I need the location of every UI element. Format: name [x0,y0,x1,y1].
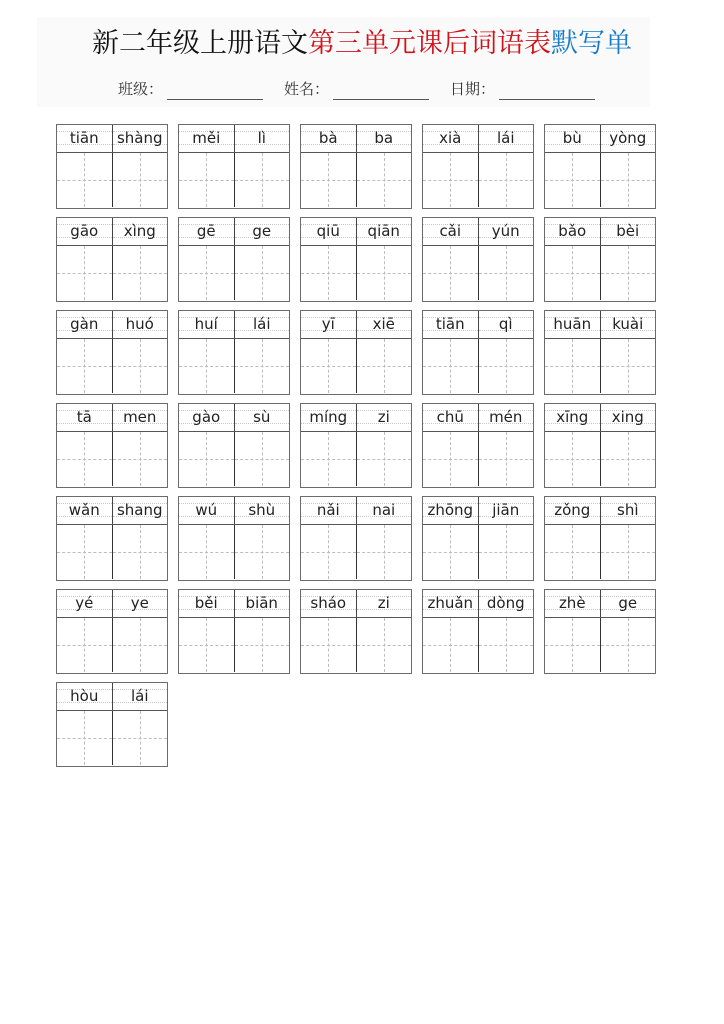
word-card [422,124,534,209]
character-writing-row [57,711,167,765]
tianzige-writing-cell[interactable] [423,432,478,486]
character-writing-row [423,432,533,486]
pinyin-cell [356,218,412,245]
character-writing-row [179,246,289,300]
pinyin-text: qiū [316,222,340,240]
pinyin-row [423,497,533,525]
pinyin-row [179,218,289,246]
pinyin-cell [234,311,290,338]
pinyin-text: chū [436,408,464,426]
word-card [56,310,168,395]
pinyin-text: sháo [310,594,347,612]
pinyin-text: huān [553,315,592,333]
pinyin-text: lái [130,687,149,705]
character-writing-row [179,153,289,207]
title-unit: 第三单元课后词语表 [308,28,551,59]
character-writing-row [423,525,533,579]
pinyin-cell [478,125,534,152]
tianzige-writing-cell[interactable] [356,339,412,393]
tianzige-writing-cell[interactable] [179,153,234,207]
tianzige-writing-cell[interactable] [112,432,168,486]
word-card [56,682,168,767]
word-card [544,217,656,302]
character-writing-row [423,153,533,207]
pinyin-text: zi [377,594,390,612]
pinyin-row [179,404,289,432]
pinyin-row [57,125,167,153]
character-writing-row [301,618,411,672]
character-writing-row [545,153,655,207]
tianzige-writing-cell[interactable] [301,432,356,486]
tianzige-writing-cell[interactable] [57,432,112,486]
word-card [178,310,290,395]
pinyin-row [57,590,167,618]
tianzige-writing-cell[interactable] [112,153,168,207]
pinyin-text: sù [253,408,271,426]
word-card [422,496,534,581]
tianzige-writing-cell[interactable] [112,618,168,672]
pinyin-cell [179,497,234,524]
pinyin-cell [112,497,168,524]
tianzige-writing-cell[interactable] [478,246,534,300]
pinyin-row [545,311,655,339]
pinyin-text: gàn [70,315,99,333]
character-writing-row [57,246,167,300]
tianzige-writing-cell[interactable] [545,246,600,300]
pinyin-cell [356,404,412,431]
pinyin-cell [478,404,534,431]
pinyin-text: měi [192,129,221,147]
tianzige-writing-cell[interactable] [57,153,112,207]
pinyin-cell [234,218,290,245]
pinyin-text: zhè [558,594,586,612]
tianzige-writing-cell[interactable] [356,432,412,486]
tianzige-writing-cell[interactable] [57,711,112,765]
tianzige-writing-cell[interactable] [179,432,234,486]
pinyin-text: tiān [69,129,99,147]
character-writing-row [301,339,411,393]
pinyin-text: bù [562,129,582,147]
pinyin-row [423,218,533,246]
pinyin-row [423,311,533,339]
character-writing-row [301,153,411,207]
character-writing-row [423,339,533,393]
tianzige-writing-cell[interactable] [600,525,656,579]
tianzige-writing-cell[interactable] [545,339,600,393]
pinyin-text: lái [496,129,515,147]
tianzige-writing-cell[interactable] [301,153,356,207]
name-field[interactable] [284,78,429,100]
pinyin-row [545,497,655,525]
pinyin-cell [423,218,478,245]
title-dictation: 默写单 [551,28,632,59]
tianzige-writing-cell[interactable] [356,618,412,672]
pinyin-cell [423,404,478,431]
pinyin-row [545,404,655,432]
pinyin-text: zhōng [427,501,474,519]
character-writing-row [545,246,655,300]
pinyin-cell [478,590,534,617]
pinyin-cell [57,590,112,617]
pinyin-text: cǎi [439,222,462,240]
pinyin-row [179,590,289,618]
word-card [178,124,290,209]
pinyin-cell [112,590,168,617]
tianzige-writing-cell[interactable] [234,153,290,207]
pinyin-row [179,125,289,153]
pinyin-cell [234,497,290,524]
pinyin-text: shang [116,501,163,519]
pinyin-text: yòng [609,129,647,147]
word-card [56,496,168,581]
pinyin-row [545,218,655,246]
pinyin-row [179,311,289,339]
pinyin-text: huó [125,315,154,333]
character-writing-row [423,246,533,300]
pinyin-text: yī [321,315,335,333]
pinyin-cell [356,497,412,524]
pinyin-text: bǎo [558,222,587,240]
pinyin-text: ye [130,594,149,612]
word-card [422,403,534,488]
word-card [56,403,168,488]
tianzige-writing-cell[interactable] [234,525,290,579]
pinyin-cell [600,218,656,245]
pinyin-text: shàng [116,129,163,147]
pinyin-cell [423,311,478,338]
pinyin-cell [600,404,656,431]
pinyin-text: yé [75,594,94,612]
pinyin-text: xing [611,408,644,426]
pinyin-text: tā [76,408,92,426]
pinyin-text: gāo [70,222,99,240]
pinyin-row [301,404,411,432]
tianzige-writing-cell[interactable] [57,525,112,579]
character-writing-row [545,432,655,486]
word-card [178,589,290,674]
pinyin-text: huí [194,315,218,333]
character-writing-row [301,432,411,486]
pinyin-text: jiān [492,501,520,519]
tianzige-writing-cell[interactable] [478,525,534,579]
pinyin-cell [57,311,112,338]
pinyin-cell [545,311,600,338]
word-card [544,124,656,209]
pinyin-text: běi [194,594,218,612]
pinyin-cell [57,497,112,524]
pinyin-text: bèi [616,222,640,240]
character-writing-row [179,432,289,486]
date-input-line[interactable] [499,82,595,100]
pinyin-text: bà [318,129,338,147]
pinyin-text: yún [491,222,520,240]
pinyin-text: lì [257,129,266,147]
tianzige-writing-cell[interactable] [57,618,112,672]
tianzige-writing-cell[interactable] [423,618,478,672]
pinyin-text: zǒng [554,501,591,519]
word-card [422,589,534,674]
tianzige-writing-cell[interactable] [600,246,656,300]
date-label: 日期： [450,80,496,98]
word-card [300,496,412,581]
pinyin-text: wú [195,501,218,519]
pinyin-row [301,311,411,339]
pinyin-cell [301,125,356,152]
pinyin-cell [600,590,656,617]
pinyin-text: shù [248,501,276,519]
pinyin-cell [57,683,112,710]
tianzige-writing-cell[interactable] [478,153,534,207]
word-card [56,217,168,302]
tianzige-writing-cell[interactable] [545,153,600,207]
tianzige-writing-cell[interactable] [545,525,600,579]
pinyin-text: ge [252,222,272,240]
word-card [178,403,290,488]
tianzige-writing-cell[interactable] [301,246,356,300]
pinyin-text: ge [618,594,638,612]
pinyin-text: zhuǎn [427,594,474,612]
pinyin-cell [423,497,478,524]
word-card [178,217,290,302]
pinyin-text: men [123,408,157,426]
word-card [422,310,534,395]
pinyin-row [57,683,167,711]
pinyin-row [423,404,533,432]
word-card [422,217,534,302]
pinyin-cell [179,590,234,617]
tianzige-writing-cell[interactable] [112,339,168,393]
pinyin-row [301,497,411,525]
word-card [56,124,168,209]
tianzige-writing-cell[interactable] [423,525,478,579]
pinyin-cell [301,311,356,338]
pinyin-cell [301,590,356,617]
pinyin-cell [112,218,168,245]
title-grade: 新二年级上册语文 [92,28,308,59]
character-writing-row [57,339,167,393]
word-card [544,310,656,395]
tianzige-writing-cell[interactable] [179,339,234,393]
character-writing-row [301,525,411,579]
tianzige-writing-cell[interactable] [478,339,534,393]
word-card [300,217,412,302]
student-info-row [0,78,724,102]
word-card [300,124,412,209]
word-card [544,403,656,488]
tianzige-writing-cell[interactable] [234,339,290,393]
tianzige-writing-cell[interactable] [234,618,290,672]
character-writing-row [545,618,655,672]
tianzige-writing-cell[interactable] [600,339,656,393]
pinyin-text: xīng [556,408,589,426]
pinyin-cell [545,218,600,245]
tianzige-writing-cell[interactable] [234,432,290,486]
word-card [56,589,168,674]
pinyin-text: xìng [123,222,156,240]
pinyin-cell [356,311,412,338]
pinyin-cell [234,125,290,152]
pinyin-text: zi [377,408,390,426]
pinyin-cell [545,404,600,431]
pinyin-cell [179,218,234,245]
pinyin-cell [356,125,412,152]
class-label: 班级： [118,80,164,98]
pinyin-cell [423,125,478,152]
pinyin-cell [301,497,356,524]
pinyin-cell [179,404,234,431]
tianzige-writing-cell[interactable] [478,618,534,672]
tianzige-writing-cell[interactable] [57,246,112,300]
pinyin-cell [301,218,356,245]
tianzige-writing-cell[interactable] [545,618,600,672]
pinyin-cell [545,590,600,617]
pinyin-cell [234,404,290,431]
tianzige-writing-cell[interactable] [234,246,290,300]
pinyin-cell [478,311,534,338]
pinyin-row [301,125,411,153]
pinyin-row [57,404,167,432]
character-writing-row [179,525,289,579]
pinyin-cell [545,125,600,152]
character-writing-row [545,339,655,393]
word-card [300,589,412,674]
pinyin-row [545,125,655,153]
pinyin-cell [478,497,534,524]
tianzige-writing-cell[interactable] [179,525,234,579]
character-writing-row [301,246,411,300]
pinyin-cell [57,404,112,431]
word-card [544,589,656,674]
pinyin-row [301,590,411,618]
pinyin-text: míng [309,408,348,426]
pinyin-text: biān [245,594,278,612]
pinyin-cell [112,125,168,152]
pinyin-cell [112,311,168,338]
pinyin-text: nǎi [316,501,340,519]
pinyin-row [301,218,411,246]
tianzige-writing-cell[interactable] [356,153,412,207]
word-card [544,496,656,581]
character-writing-row [57,525,167,579]
pinyin-cell [356,590,412,617]
pinyin-text: hòu [70,687,99,705]
pinyin-row [423,590,533,618]
tianzige-writing-cell[interactable] [545,432,600,486]
pinyin-text: nai [372,501,396,519]
pinyin-cell [234,590,290,617]
tianzige-writing-cell[interactable] [356,246,412,300]
pinyin-text: tiān [435,315,465,333]
pinyin-cell [301,404,356,431]
character-writing-row [545,525,655,579]
character-writing-row [57,618,167,672]
tianzige-writing-cell[interactable] [600,618,656,672]
pinyin-row [57,497,167,525]
word-card [178,496,290,581]
tianzige-writing-cell[interactable] [301,618,356,672]
pinyin-text: mén [489,408,523,426]
class-field[interactable] [118,78,263,100]
word-card [300,403,412,488]
pinyin-row [545,590,655,618]
tianzige-writing-cell[interactable] [600,432,656,486]
tianzige-writing-cell[interactable] [112,525,168,579]
tianzige-writing-cell[interactable] [301,339,356,393]
tianzige-writing-cell[interactable] [423,339,478,393]
pinyin-cell [112,683,168,710]
character-writing-row [179,618,289,672]
pinyin-row [57,218,167,246]
name-input-line[interactable] [333,82,429,100]
pinyin-cell [179,125,234,152]
pinyin-text: lái [252,315,271,333]
pinyin-cell [179,311,234,338]
pinyin-row [57,311,167,339]
pinyin-text: wǎn [68,501,100,519]
pinyin-text: xiē [372,315,395,333]
pinyin-text: gào [192,408,221,426]
tianzige-writing-cell[interactable] [112,246,168,300]
pinyin-cell [112,404,168,431]
name-label: 姓名： [284,80,330,98]
pinyin-text: xià [439,129,462,147]
character-writing-row [57,153,167,207]
pinyin-row [423,125,533,153]
pinyin-cell [57,125,112,152]
tianzige-writing-cell[interactable] [57,339,112,393]
tianzige-writing-cell[interactable] [423,246,478,300]
tianzige-writing-cell[interactable] [478,432,534,486]
character-writing-row [179,339,289,393]
pinyin-text: kuài [612,315,644,333]
tianzige-writing-cell[interactable] [423,153,478,207]
pinyin-text: ba [374,129,394,147]
pinyin-text: dòng [486,594,525,612]
pinyin-cell [478,218,534,245]
character-writing-row [423,618,533,672]
pinyin-cell [57,218,112,245]
word-card [300,310,412,395]
pinyin-cell [423,590,478,617]
pinyin-text: qiān [367,222,400,240]
pinyin-cell [600,311,656,338]
class-input-line[interactable] [167,82,263,100]
pinyin-text: gē [196,222,216,240]
pinyin-cell [600,125,656,152]
tianzige-writing-cell[interactable] [301,525,356,579]
pinyin-text: qì [498,315,513,333]
page-title [0,26,724,62]
pinyin-cell [600,497,656,524]
pinyin-row [179,497,289,525]
tianzige-writing-cell[interactable] [600,153,656,207]
tianzige-writing-cell[interactable] [112,711,168,765]
tianzige-writing-cell[interactable] [179,618,234,672]
tianzige-writing-cell[interactable] [356,525,412,579]
tianzige-writing-cell[interactable] [179,246,234,300]
date-field[interactable] [450,78,595,100]
character-writing-row [57,432,167,486]
pinyin-text: shì [617,501,639,519]
pinyin-cell [545,497,600,524]
